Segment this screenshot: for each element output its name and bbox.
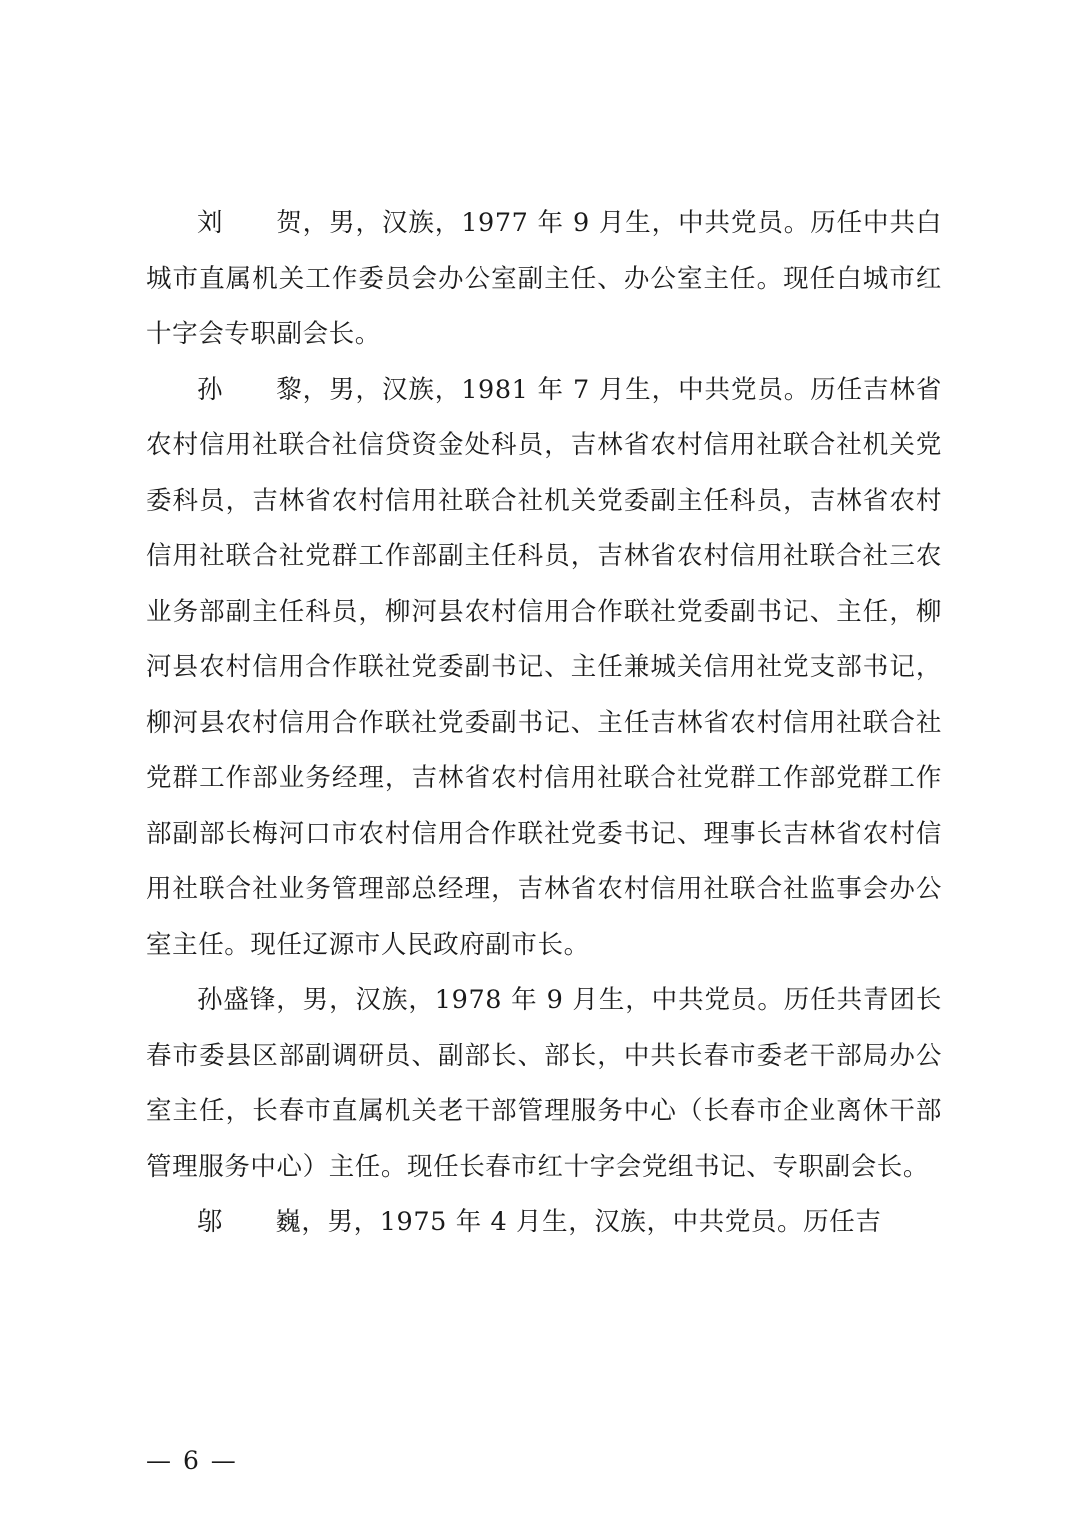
bio-paragraph-wu-wei: 邬 巍，男，1975 年 4 月生，汉族，中共党员。历任吉 <box>197 1207 882 1237</box>
document-body <box>146 196 942 1251</box>
bio-paragraph-sun-shengfeng: 孙盛锋，男，汉族，1978 年 9 月生，中共党员。历任共青团长春市委县区部副调研员、副部长、部长，中共长春市委老干部局办公室主任，长春市直属机关老干部管理服务中心（长春市企业离休干部管理服务中心）主任。现任长春市红十字会党组书记、专职副会长。 <box>146 985 942 1182</box>
bio-paragraph-sun-li: 孙 黎，男，汉族，1981 年 7 月生，中共党员。历任吉林省农村信用社联合社信贷资金处科员，吉林省农村信用社联合社机关党委科员，吉林省农村信用社联合社机关党委副主任科员，吉林省农村信用社联合社党群工作部副主任科员，吉林省农村信用社联合社三农业务部副主任科员，柳河县农村信用合作联社党委副书记、主任，柳河县农村信用合作联社党委副书记、主任兼城关信用社党支部书记，柳河县农村信用合作联社党委副书记、主任吉林省农村信用社联合社党群工作部业务经理，吉林省农村信用社联合社党群工作部党群工作部副部长梅河口市农村信用合作联社党委书记、理事长吉林省农村信用社联合社业务管理部总经理，吉林省农村信用社联合社监事会办公室主任。现任辽源市人民政府副市长。 <box>146 374 942 960</box>
page-number: — 6 — <box>146 1446 238 1475</box>
bio-paragraph-liu-he: 刘 贺，男，汉族，1977 年 9 月生，中共党员。历任中共白城市直属机关工作委员会办公室副主任、办公室主任。现任白城市红十字会专职副会长。 <box>146 208 942 349</box>
